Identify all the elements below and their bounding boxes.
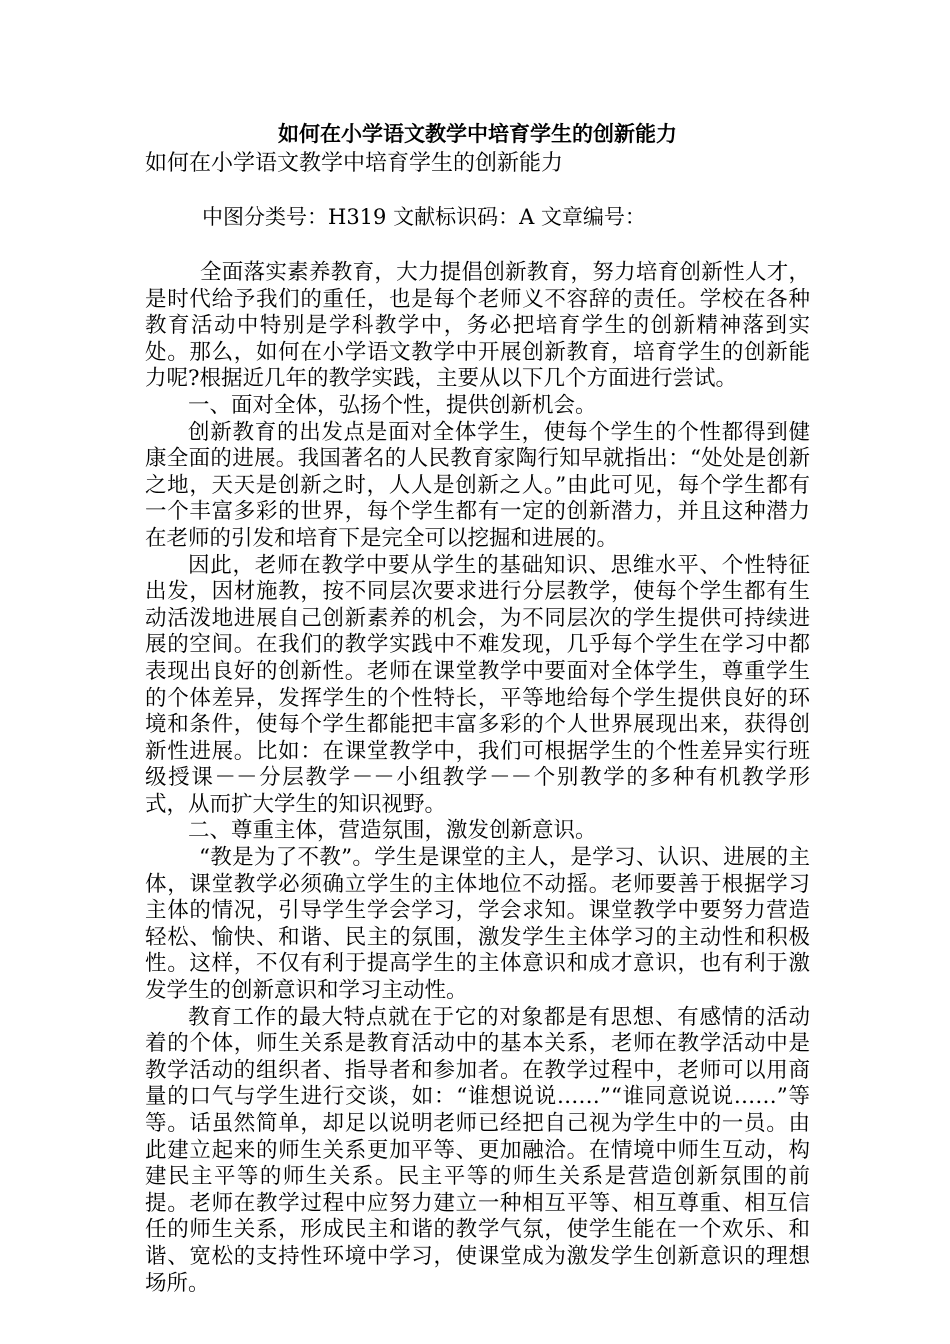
paragraph: “教是为了不教”。学生是课堂的主人，是学习、认识、进展的主体，课堂教学必须确立学生的主体地位不动摇。老师要善于根据学习主体的情况，引导学生学会学习，学会求知。课堂教学中要努力营造轻松、愉快、和谐、民主的氛围，激发学生主体学习的主动性和积极性。这样，不仅有利于提高学生的主体意识和成才意识，也有利于激发学生的创新意识和学习主动性。 [145,845,810,1004]
paragraph-intro: 全面落实素养教育，大力提倡创新教育，努力培育创新性人才，是时代给予我们的重任，也是每个老师义不容辞的责任。学校在各种教育活动中特别是学科教学中，务必把培育学生的创新精神落到实处。那么，如何在小学语文教学中开展创新教育，培育学生的创新能力呢?根据近几年的教学实践，主要从以下几个方面进行尝试。 [145,260,810,392]
paragraph: 教育工作的最大特点就在于它的对象都是有思想、有感情的活动着的个体，师生关系是教育活动中的基本关系，老师在教学活动中是教学活动的组织者、指导者和参加者。在教学过程中，老师可以用商量的口气与学生进行交谈，如：“谁想说说……”“谁同意说说……”等等。话虽然简单，却足以说明老师已经把自己视为学生中的一员。由此建立起来的师生关系更加平等、更加融洽。在情境中师生互动，构建民主平等的师生关系。民主平等的师生关系是营造创新氛围的前提。老师在教学过程中应努力建立一种相互平等、相互尊重、相互信任的师生关系，形成民主和谐的教学气氛，使学生能在一个欢乐、和谐、宽松的支持性环境中学习，使课堂成为激发学生创新意识的理想场所。 [145,1004,810,1296]
document-subtitle: 如何在小学语文教学中培育学生的创新能力 [145,151,564,176]
paragraph: 因此，老师在教学中要从学生的基础知识、思维水平、个性特征出发，因材施教，按不同层次要求进行分层教学，使每个学生都有生动活泼地进展自己创新素养的机会，为不同层次的学生提供可持续进展的空间。在我们的教学实践中不难发现，几乎每个学生在学习中都表现出良好的创新性。老师在课堂教学中要面对全体学生，尊重学生的个体差异，发挥学生的个性特长，平等地给每个学生提供良好的环境和条件，使每个学生都能把丰富多彩的个人世界展现出来，获得创新性进展。比如：在课堂教学中，我们可根据学生的个性差异实行班级授课－－分层教学－－小组教学－－个别教学的多种有机教学形式，从而扩大学生的知识视野。 [145,552,810,817]
paragraph: 创新教育的出发点是面对全体学生，使每个学生的个性都得到健康全面的进展。我国著名的人民教育家陶行知早就指出：“处处是创新之地，天天是创新之时，人人是创新之人。”由此可见，每个学生都有一个丰富多彩的世界，每个学生都有一定的创新潜力，并且这种潜力在老师的引发和培育下是完全可以挖掘和进展的。 [145,419,810,551]
section-heading-2: 二、尊重主体，营造氛围，激发创新意识。 [188,818,597,844]
document-page [145,120,810,1297]
classification-line: 中图分类号：H319 文献标识码：A 文章编号： [202,205,646,229]
document-title: 如何在小学语文教学中培育学生的创新能力 [278,121,677,146]
article-body [145,260,810,1297]
section-heading-1: 一、面对全体，弘扬个性，提供创新机会。 [188,392,597,418]
